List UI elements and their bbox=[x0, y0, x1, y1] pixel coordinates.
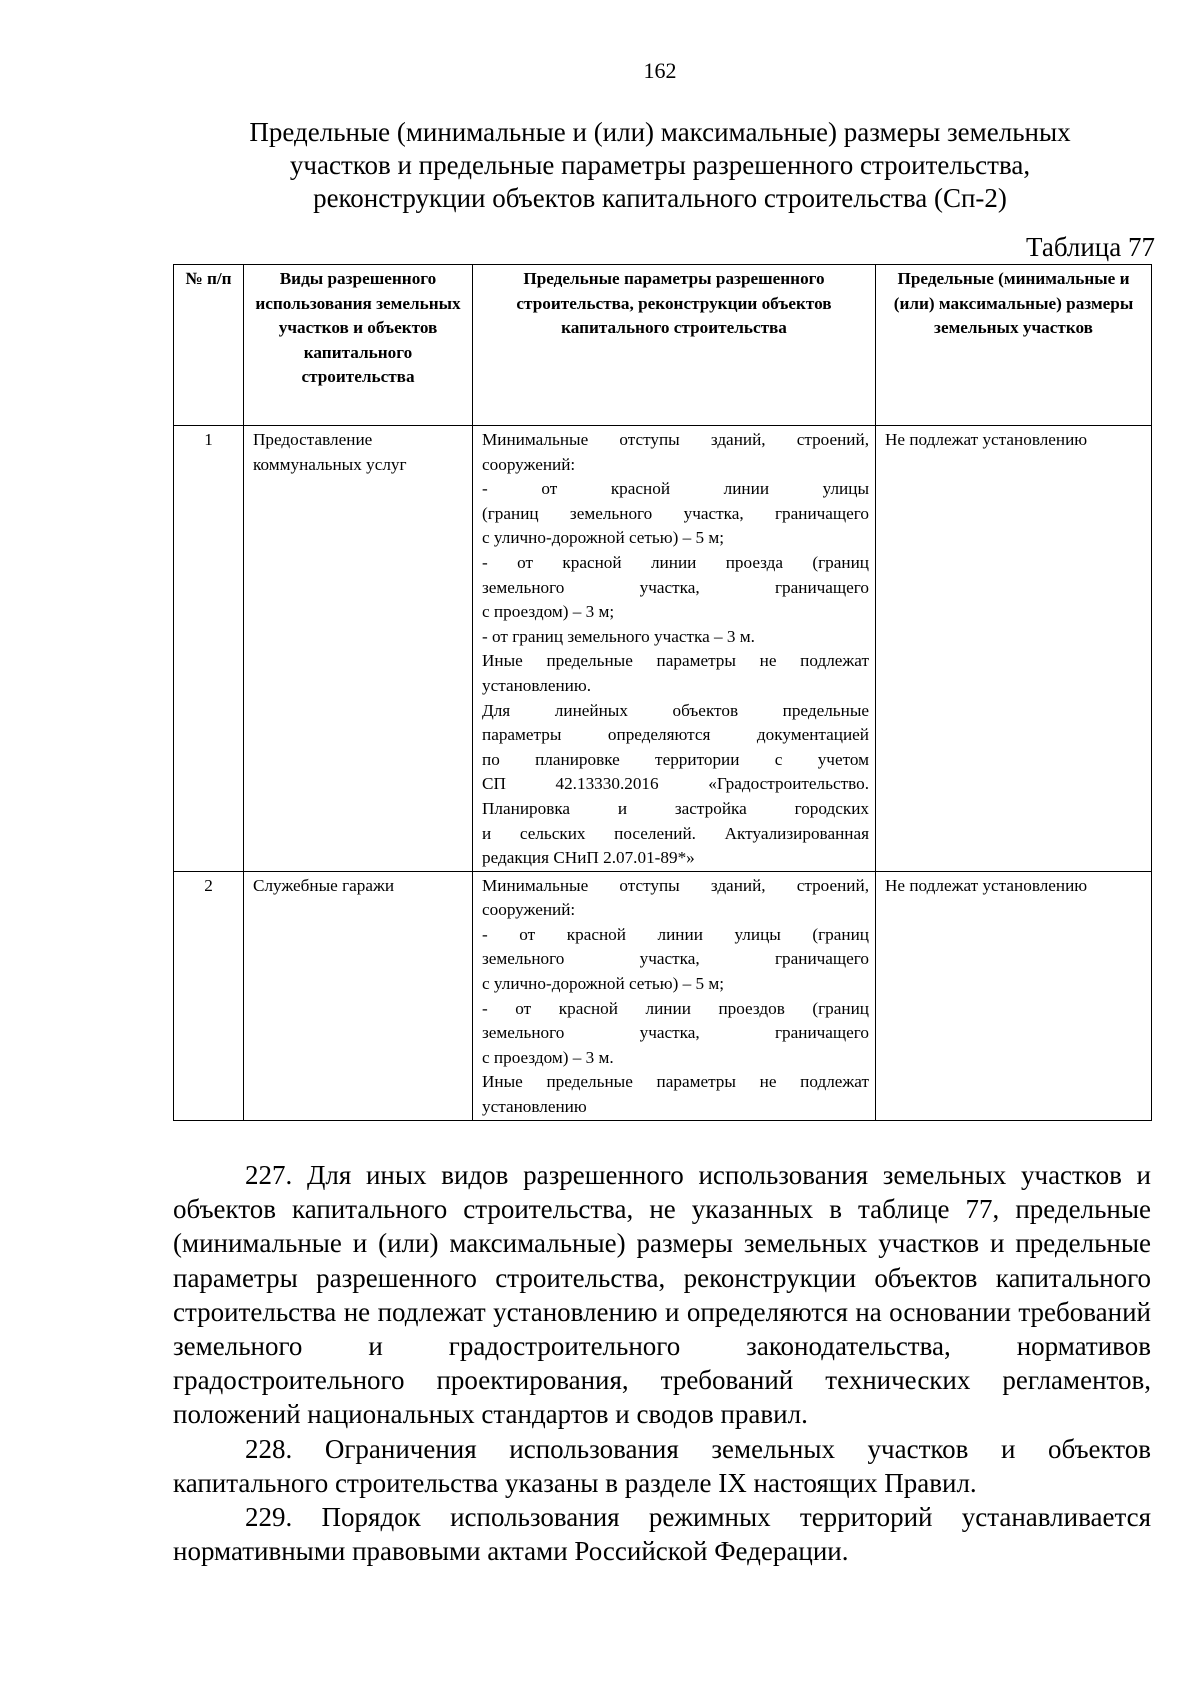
param-line: - от красной линии улицы bbox=[482, 479, 869, 499]
param-line: Минимальные отступы зданий, строений, bbox=[482, 875, 869, 895]
row-use-type: Служебные гаражи bbox=[244, 871, 473, 1120]
row-use-type: Предоставление коммунальных услуг bbox=[244, 426, 473, 872]
param-line: Планировка и застройка городских bbox=[482, 798, 869, 818]
param-line: установлению. bbox=[482, 675, 591, 695]
document-title bbox=[170, 116, 1150, 215]
param-line: земельного участка, граничащего bbox=[482, 577, 869, 597]
header-number: № п/п bbox=[174, 265, 244, 426]
param-line: Минимальные отступы зданий, строений, bbox=[482, 430, 869, 449]
paragraph-227: 227. Для иных видов разрешенного использования земельных участков и объектов капитального строительства, не указанных в таблице 77, предельные (минимальные и (или) максимальные) размеры земельных участков и предельные параметры разрешенного строительства, реконструкции объектов капитального строительства не подлежат установлению и определяются на основании требований земельного и градостроительного законодательства, нормативов градостроительного проектирования, требований технических регламентов, положений национальных стандартов и сводов правил. bbox=[173, 1160, 1151, 1430]
param-line: по планировке территории с учетом bbox=[482, 749, 869, 769]
table-row bbox=[174, 871, 1152, 1120]
title-line: реконструкции объектов капитального строительства (Сп-2) bbox=[313, 183, 1007, 213]
header-parameters: Предельные параметры разрешенного строительства, реконструкции объектов капитального строительства bbox=[473, 265, 876, 426]
param-line: с улично-дорожной сетью) – 5 м; bbox=[482, 974, 725, 994]
table-header-row bbox=[174, 265, 1152, 426]
param-line: Иные предельные параметры не подлежат bbox=[482, 1072, 869, 1092]
param-line: с улично-дорожной сетью) – 5 м; bbox=[482, 528, 725, 548]
table-row bbox=[174, 426, 1152, 872]
paragraph-229: 229. Порядок использования режимных территорий устанавливается нормативными правовыми актами Российской Федерации. bbox=[173, 1502, 1151, 1567]
table-caption: Таблица 77 bbox=[1026, 232, 1155, 262]
page-number: 162 bbox=[643, 58, 677, 83]
header-plot-sizes: Предельные (минимальные и (или) максимальные) размеры земельных участков bbox=[876, 265, 1152, 426]
row-parameters bbox=[473, 426, 876, 872]
param-line: Для линейных объектов предельные bbox=[482, 700, 869, 720]
param-line: земельного участка, граничащего bbox=[482, 949, 869, 969]
row-number: 2 bbox=[174, 871, 244, 1120]
param-line: и сельских поселений. Актуализированная bbox=[482, 823, 869, 843]
paragraph-228: 228. Ограничения использования земельных участков и объектов капитального строительства указаны в разделе IX настоящих Правил. bbox=[173, 1433, 1151, 1498]
param-line: Иные предельные параметры не подлежат bbox=[482, 651, 869, 671]
param-line: - от границ земельного участка – 3 м. bbox=[482, 626, 755, 646]
param-line: установлению bbox=[482, 1097, 587, 1117]
param-line: - от красной линии проезда (границ bbox=[482, 552, 869, 572]
param-line: (границ земельного участка, граничащего bbox=[482, 503, 869, 523]
param-line: - от красной линии улицы (границ bbox=[482, 924, 869, 944]
row-parameters bbox=[473, 871, 876, 1120]
param-line: параметры определяются документацией bbox=[482, 725, 869, 745]
param-line: - от красной линии проездов (границ bbox=[482, 998, 869, 1018]
row-plot-sizes: Не подлежат установлению bbox=[876, 871, 1152, 1120]
param-line: СП 42.13330.2016 «Градостроительство. bbox=[482, 774, 869, 794]
param-line: с проездом) – 3 м; bbox=[482, 602, 615, 622]
param-line: земельного участка, граничащего bbox=[482, 1023, 869, 1043]
header-use-type: Виды разрешенного использования земельных участков и объектов капитального строительства bbox=[244, 265, 473, 426]
body-text bbox=[173, 1158, 1151, 1568]
title-line: участков и предельные параметры разрешенного строительства, bbox=[289, 150, 1031, 180]
row-plot-sizes: Не подлежат установлению bbox=[876, 426, 1152, 872]
regulations-table bbox=[173, 264, 1151, 1121]
param-line: сооружений: bbox=[482, 900, 576, 920]
param-line: редакция СНиП 2.07.01-89*» bbox=[482, 848, 695, 868]
param-line: сооружений: bbox=[482, 454, 576, 474]
title-line: Предельные (минимальные и (или) максимальные) размеры земельных bbox=[249, 117, 1071, 147]
param-line: с проездом) – 3 м. bbox=[482, 1047, 614, 1067]
row-number: 1 bbox=[174, 426, 244, 872]
